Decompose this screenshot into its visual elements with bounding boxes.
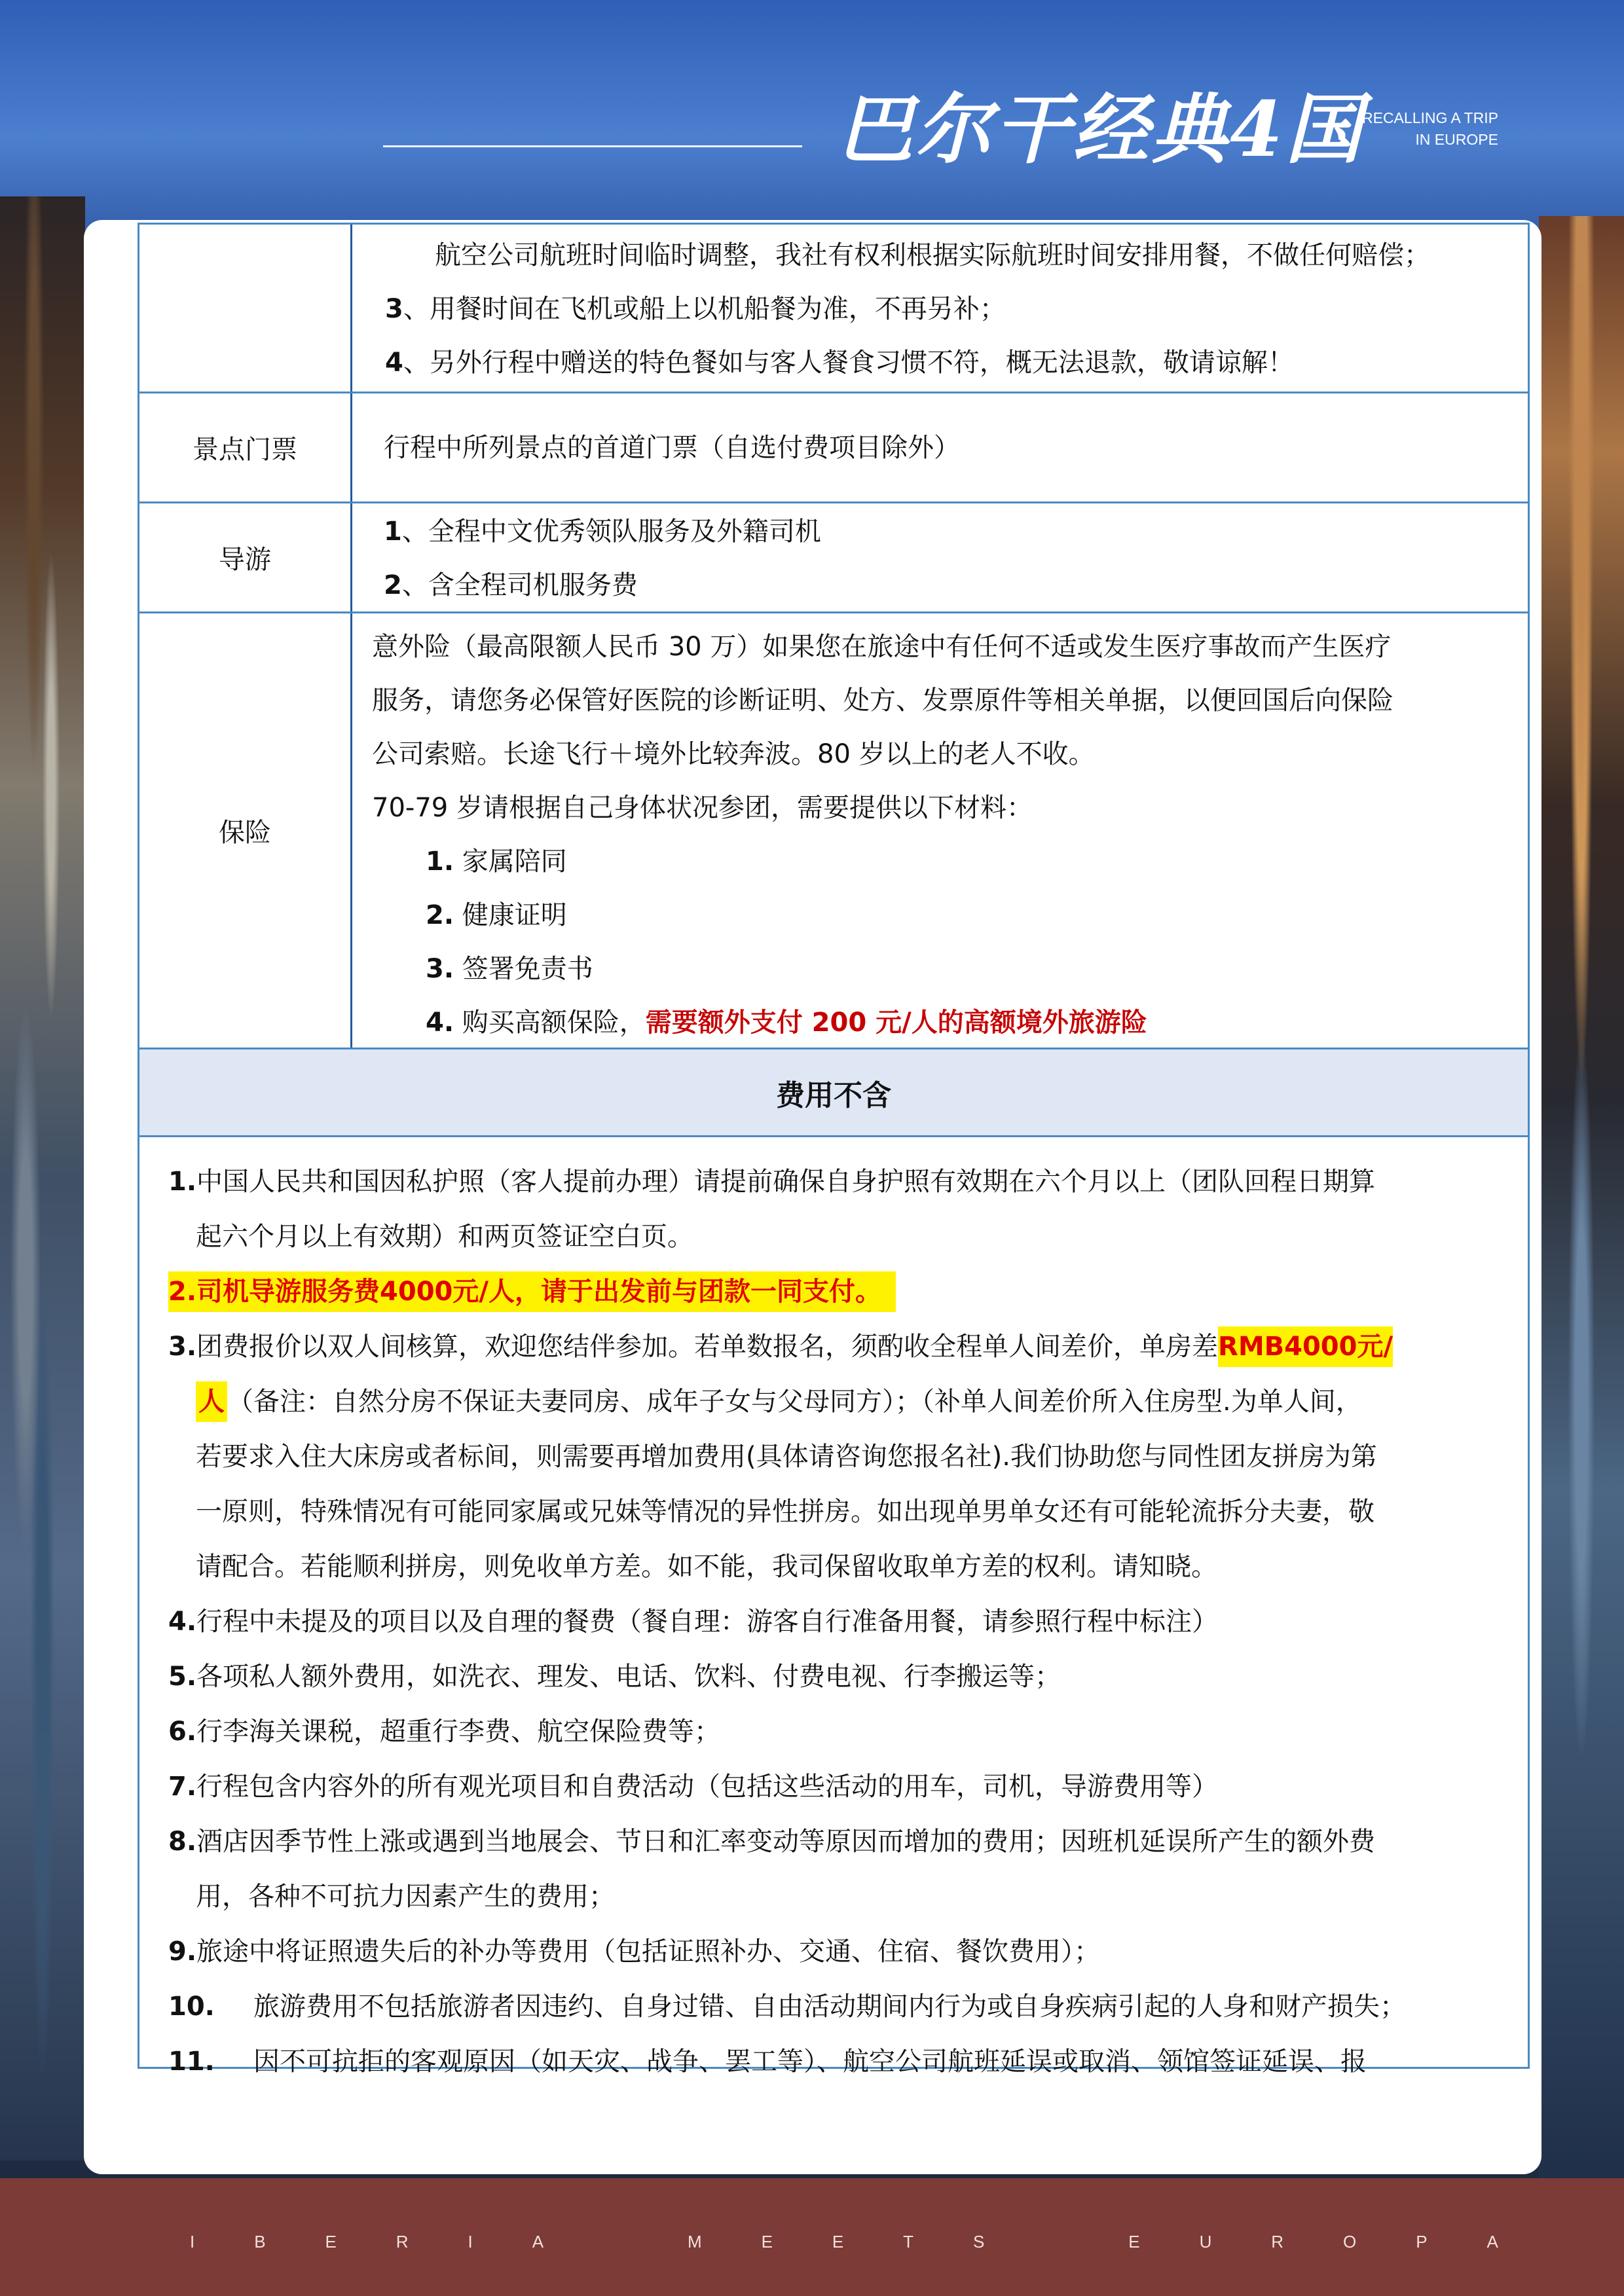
row-label-insurance: 保险	[139, 613, 352, 1048]
row-content-guide	[352, 503, 1528, 611]
background-scenery-right	[1539, 216, 1624, 2180]
meal-line-1: 航空公司航班时间临时调整，我社有权利根据实际航班时间安排用餐，不做任何赔偿；	[435, 240, 1430, 270]
footer-letter: A	[532, 2231, 545, 2251]
brand-subtitle	[1362, 107, 1498, 151]
meal-line-4: 4、另外行程中赠送的特色餐如与客人餐食习惯不符，概无法退款，敬请谅解！	[385, 348, 1294, 378]
table-row-insurance	[139, 613, 1528, 1049]
insurance-emphasis: 需要额外支付 200 元/人的高额境外旅游险	[645, 1008, 1147, 1038]
exclusion-item-8-cont: 用，各种不可抗力因素产生的费用；	[196, 1882, 615, 1912]
fee-table	[138, 223, 1530, 2077]
footer-letter: S	[973, 2231, 986, 2251]
insurance-list-item: 1. 家属陪同	[426, 847, 567, 877]
insurance-line-1: 意外险（最高限额人民币 30 万）如果您在旅途中有任何不适或发生医疗事故而产生医疗	[372, 632, 1392, 662]
brand-subtitle-line2: IN EUROPE	[1415, 131, 1498, 149]
insurance-line-2: 服务，请您务必保管好医院的诊断证明、处方、发票原件等相关单据，以便回国后向保险	[372, 685, 1393, 716]
single-room-price: RMB4000元/	[1218, 1326, 1393, 1367]
exclusions-list	[139, 1137, 1528, 2077]
row-content	[352, 225, 1528, 392]
exclusion-item-7: 7.行程包含内容外的所有观光项目和自费活动（包括这些活动的用车，司机，导游费用等）	[168, 1772, 1219, 1802]
exclusion-item-3-cont: 一原则，特殊情况有可能同家属或兄妹等情况的异性拼房。如出现单男单女还有可能轮流拆分夫妻，敬	[196, 1497, 1375, 1527]
meal-line-3: 3、用餐时间在飞机或船上以机船餐为准，不再另补；	[385, 294, 1006, 324]
footer-letter: I	[468, 2231, 474, 2251]
footer-letter: U	[1199, 2231, 1213, 2251]
footer-letter: P	[1416, 2231, 1429, 2251]
highlighted-notice: 2.司机导游服务费4000元/人，请于出发前与团款一同支付。	[168, 1271, 896, 1312]
table-row-guide	[139, 503, 1528, 613]
background-scenery-left	[0, 196, 85, 2160]
row-content-tickets	[352, 393, 1528, 501]
exclusion-item-5: 5.各项私人额外费用，如洗衣、理发、电话、饮料、付费电视、行李搬运等；	[168, 1662, 1061, 1692]
footer-letter: R	[396, 2231, 410, 2251]
footer-letter: I	[190, 2231, 196, 2251]
exclusion-item-1-cont: 起六个月以上有效期）和两页签证空白页。	[196, 1222, 693, 1252]
table-row-tickets	[139, 393, 1528, 503]
footer-letter: R	[1271, 2231, 1285, 2251]
exclusion-item-4: 4.行程中未提及的项目以及自理的餐费（餐自理：游客自行准备用餐，请参照行程中标注）	[168, 1607, 1219, 1637]
brand-title: 巴尔干经典4国	[837, 85, 1364, 174]
exclusion-item-1: 1.中国人民共和国因私护照（客人提前办理）请提前确保自身护照有效期在六个月以上（团队回程日期算	[168, 1167, 1376, 1197]
exclusion-item-10: 10. 旅游费用不包括旅游者因违约、自身过错、自由活动期间内行为或自身疾病引起的人身和财产损失；	[168, 1992, 1406, 2022]
exclusion-item-2	[168, 1264, 1502, 1319]
exclusions-title: 费用不含	[139, 1049, 1528, 1137]
footer-letter: E	[832, 2231, 845, 2251]
row-label	[139, 225, 352, 392]
insurance-list-item: 3. 签署免责书	[426, 954, 593, 984]
exclusion-item-3: 3.团费报价以双人间核算，欢迎您结伴参加。若单数报名，须酌收全程单人间差价，单房差RMB4000元/	[168, 1319, 1502, 1374]
footer-letter: M	[687, 2231, 703, 2251]
insurance-list-item: 2. 健康证明	[426, 900, 567, 930]
footer-letter: A	[1486, 2231, 1500, 2251]
exclusion-item-6: 6.行李海关课税，超重行李费、航空保险费等；	[168, 1717, 721, 1747]
footer-band	[0, 2178, 1624, 2296]
footer-letter: T	[903, 2231, 915, 2251]
row-label-tickets: 景点门票	[139, 393, 352, 501]
exclusion-item-11: 11. 因不可抗拒的客观原因（如天灾、战争、罢工等）、航空公司航班延误或取消、领馆签证延误、报	[168, 2047, 1367, 2077]
footer-tagline	[0, 2232, 1624, 2252]
footer-letter: E	[325, 2231, 338, 2251]
insurance-line-4: 70-79 岁请根据自己身体状况参团，需要提供以下材料：	[372, 793, 1033, 823]
footer-letter: E	[761, 2231, 774, 2251]
table-row-meals	[139, 225, 1528, 393]
footer-letter: O	[1343, 2231, 1358, 2251]
row-label-guide: 导游	[139, 503, 352, 611]
exclusion-item-3-cont: 若要求入住大床房或者标间，则需要再增加费用(具体请咨询您报名社).我们协助您与同性团友拼房为第	[196, 1442, 1377, 1472]
footer-letter: B	[254, 2231, 267, 2251]
exclusion-item-9: 9.旅途中将证照遗失后的补办等费用（包括证照补办、交通、住宿、餐饮费用）；	[168, 1937, 1101, 1967]
guide-line-1: 1、全程中文优秀领队服务及外籍司机	[384, 517, 821, 547]
guide-line-2: 2、含全程司机服务费	[384, 570, 638, 600]
exclusion-item-8: 8.酒店因季节性上涨或遇到当地展会、节日和汇率变动等原因而增加的费用；因班机延误所产生的额外费	[168, 1827, 1376, 1857]
row-content-insurance	[352, 613, 1528, 1048]
insurance-list-item: 4. 购买高额保险，需要额外支付 200 元/人的高额境外旅游险	[426, 1008, 1147, 1038]
footer-letter: E	[1128, 2231, 1141, 2251]
tickets-line: 行程中所列景点的首道门票（自选付费项目除外）	[384, 432, 960, 463]
exclusion-item-3-cont: 请配合。若能顺利拼房，则免收单方差。如不能，我司保留收取单方差的权利。请知晓。	[196, 1552, 1217, 1582]
exclusion-item-3-cont: 人 （备注：自然分房不保证夫妻同房、成年子女与父母同方）；（补单人间差价所入住房型.为单人间，	[168, 1374, 1502, 1429]
brand-subtitle-line1: RECALLING A TRIP	[1362, 109, 1498, 126]
insurance-line-3: 公司索赔。长途飞行＋境外比较奔波。80 岁以上的老人不收。	[372, 739, 1095, 769]
header-divider	[383, 145, 802, 147]
